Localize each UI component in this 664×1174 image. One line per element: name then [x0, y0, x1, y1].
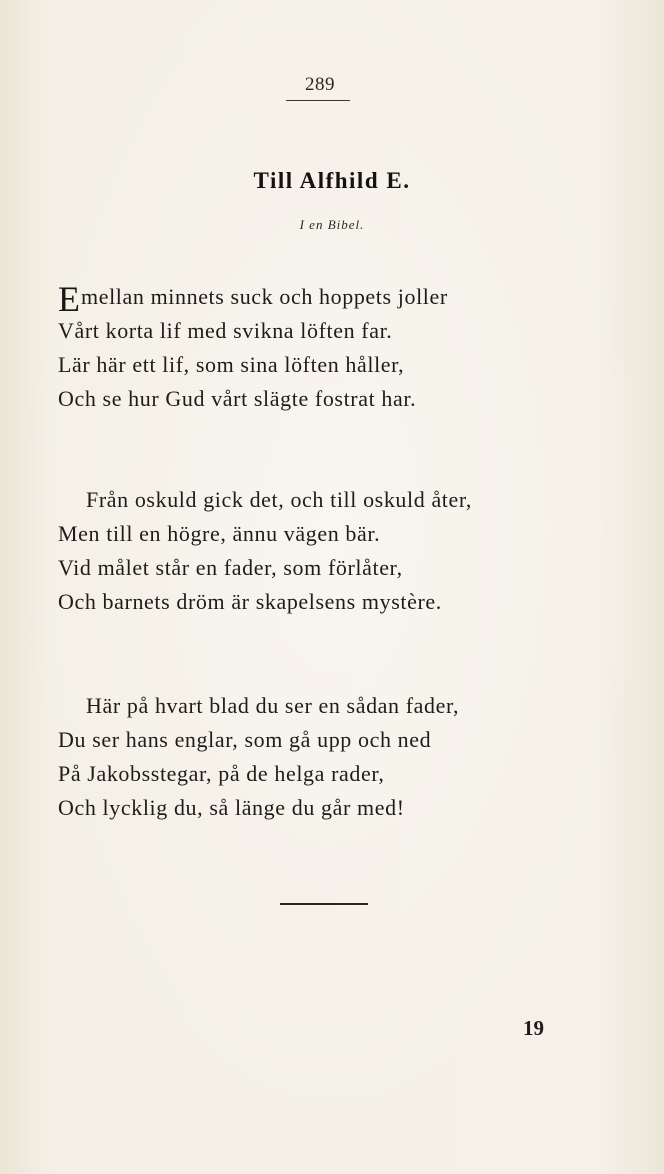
verse-line-6: Men till en högre, ännu vägen bär.: [58, 521, 381, 546]
verse-line-7: Vid målet står en fader, som förlåter,: [58, 555, 403, 580]
poem-title: Till Alfhild E.: [253, 168, 411, 193]
verse-line-8: Och barnets dröm är skapelsens mystère.: [58, 589, 442, 614]
verse-line-9: Här på hvart blad du ser en sådan fader,: [86, 693, 460, 718]
verse-line-1-text: mellan minnets suck och hoppets joller: [81, 284, 448, 309]
verse-line-2: Vårt korta lif med svikna löften far.: [58, 318, 393, 343]
stanza-1: [58, 280, 618, 416]
end-rule: [280, 903, 368, 905]
page-number: 289: [305, 74, 335, 95]
verse-line-1: [58, 279, 618, 319]
page-number-rule: [286, 100, 350, 101]
verse-line-11: På Jakobsstegar, på de helga rader,: [58, 761, 385, 786]
signature-mark: 19: [523, 1016, 544, 1040]
drop-cap: E: [58, 279, 80, 319]
stanza-2: [58, 483, 618, 619]
stanza-3: [58, 689, 618, 825]
poem-subtitle: I en Bibel.: [299, 217, 365, 232]
verse-line-5: Från oskuld gick det, och till oskuld åter,: [86, 487, 473, 512]
verse-line-12: Och lycklig du, så länge du går med!: [58, 795, 405, 820]
verse-line-10: Du ser hans englar, som gå upp och ned: [58, 727, 432, 752]
verse-line-3: Lär här ett lif, som sina löften håller,: [58, 352, 405, 377]
verse-line-4: Och se hur Gud vårt slägte fostrat har.: [58, 386, 417, 411]
